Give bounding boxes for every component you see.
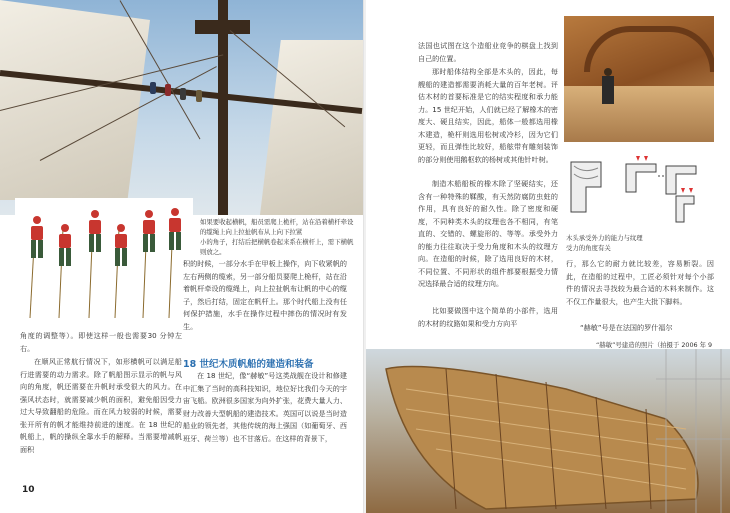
right-col2-text: 行，那么它的耐力就比较差，容易断裂。因此，在造船的过程中，工匠必须针对每个小部件的情况去寻找较为最合适的木料来制作。这不仅工作量很大，也产生大批下脚料。	[566, 259, 714, 306]
grain-diagram-svg	[566, 152, 714, 227]
page-number: 10	[22, 485, 35, 495]
sail-left	[0, 0, 150, 200]
wood-grain-diagram	[566, 152, 714, 227]
diagram-caption: 木头承受外力的能力与纹理受力的角度有关	[566, 234, 643, 252]
sailor-4	[196, 90, 202, 102]
right-col1-body1: 那时船体结构全部是木头的，因此，每艘船的建造都需要消耗大量的百年老树。评估木材的首要标准是它的结实程度和承力能力。15 世纪开始，人们就已经了解橡木的密度大、硬且结实，因此，船体一般都选用橡木建造，桅杆则选用松树或冷杉，因为它们更轻，而且弹性比较好，船舷带有雕刻装饰的部分则使用鹅枢软的杨树或其他针叶树。	[418, 67, 558, 164]
hull-photo-caption: “赫敏”号建造的照片（拍摄于 2006 年 9	[596, 341, 713, 349]
caption-line-1: 如果要收起横帆，船员需爬上桅杆，站在沿着横杆牵设的缆绳上向上拉扯帆布从上向下拉紧	[200, 218, 354, 236]
workshop-photo	[564, 16, 714, 142]
sailor-figures-svg	[15, 198, 193, 326]
sailor-2	[165, 84, 171, 96]
right-col2-text2: “赫敏”号是在法国的罗什福尔	[580, 323, 673, 332]
right-page	[366, 0, 730, 513]
sailor-1	[150, 82, 156, 94]
left-page	[0, 0, 364, 513]
left-col1-top: 角度的调整等）。即使这样一般也需要30 分钟左右。	[20, 331, 182, 353]
right-col1-body2: 制造木船船板的橡木除了坚硬结实，还含有一种特殊的鞣酸，有天然防腐防虫蛀的作用，具有良好的耐久性。除了密度和硬度，不同种类木头的纹理也各不相同，有笔直的、交错的、螺旋形的、等等。承受外力的能力往往取决于受力角度和木头的纹理方向。在造船的时候，除了选用良好的木材，不同位置、不同形状的组件都要根据受力情况选择最合适的纹理方向。	[418, 179, 558, 288]
hull-construction-photo	[366, 349, 730, 513]
hull-svg	[366, 349, 730, 513]
workshop-floor	[564, 86, 714, 142]
wooden-frame	[584, 26, 714, 72]
right-col1-top: 法国也试图在这个造船业竞争的棋盘上找到自己的位置。	[418, 41, 558, 63]
sail-right	[260, 40, 364, 215]
section-title: 18 世纪木质帆船的建造和装备	[183, 359, 314, 370]
ship-rigging-photo	[0, 0, 364, 215]
right-col1-body3: 比如要做图中这个简单的小部件，选用的木材的纹路如果和受力方向平	[418, 306, 558, 328]
worker-head	[604, 68, 612, 76]
sailor-illustration	[15, 198, 193, 326]
caption-line-2: 小的角子，打结后把横帆卷起来系在横杆上，需下横帆则放之。	[200, 238, 354, 256]
crows-nest	[195, 20, 250, 34]
left-col2-body: 积的时候，一部分水手在甲板上操作，向下收紧帆的左右两侧的缆索，另一部分船员要爬上桅杆，站在沿着帆杆牵设的缆绳上，向上拉扯帆布让帆的中心的缆子，然后打结，固定在帆杆上。那个时代船上没有任何保护措施，水手在操作过程中摔伤的情况时有发生。	[183, 259, 347, 331]
left-col1-body: 在顺风正常航行情况下，如形横帆可以满足船行进需要的动力需求。除了帆船图示显示的帆与风向的角度，帆还需要在升帆时承受很大的风力。在强风状态时，就需要减少帆的面积，避免船因受力过大导致翻船的危险。而在风力较弱的时候，需要张开所有的帆才能维持前进的速度。在 18 世纪的帆船上，帆的操纵全靠水手的解释。当需要增减帆面积	[20, 357, 182, 454]
left-col2-section: 在 18 世纪，像“赫敏”号这类战舰在设计和修建中汇集了当时的高科技知识，地位好比我们今天的宇宙飞船。欧洲很多国家为向外扩张，花费大量人力、财力改善大型帆船的建造技术。英国可以说是当时造船业的领先者，其他传统的海上强国（如葡萄牙、西班牙、荷兰等）也不甘落后。在这样的背景下，	[183, 371, 347, 443]
illustration-caption	[200, 217, 355, 257]
sailor-3	[180, 88, 186, 100]
worker-body	[602, 76, 614, 104]
